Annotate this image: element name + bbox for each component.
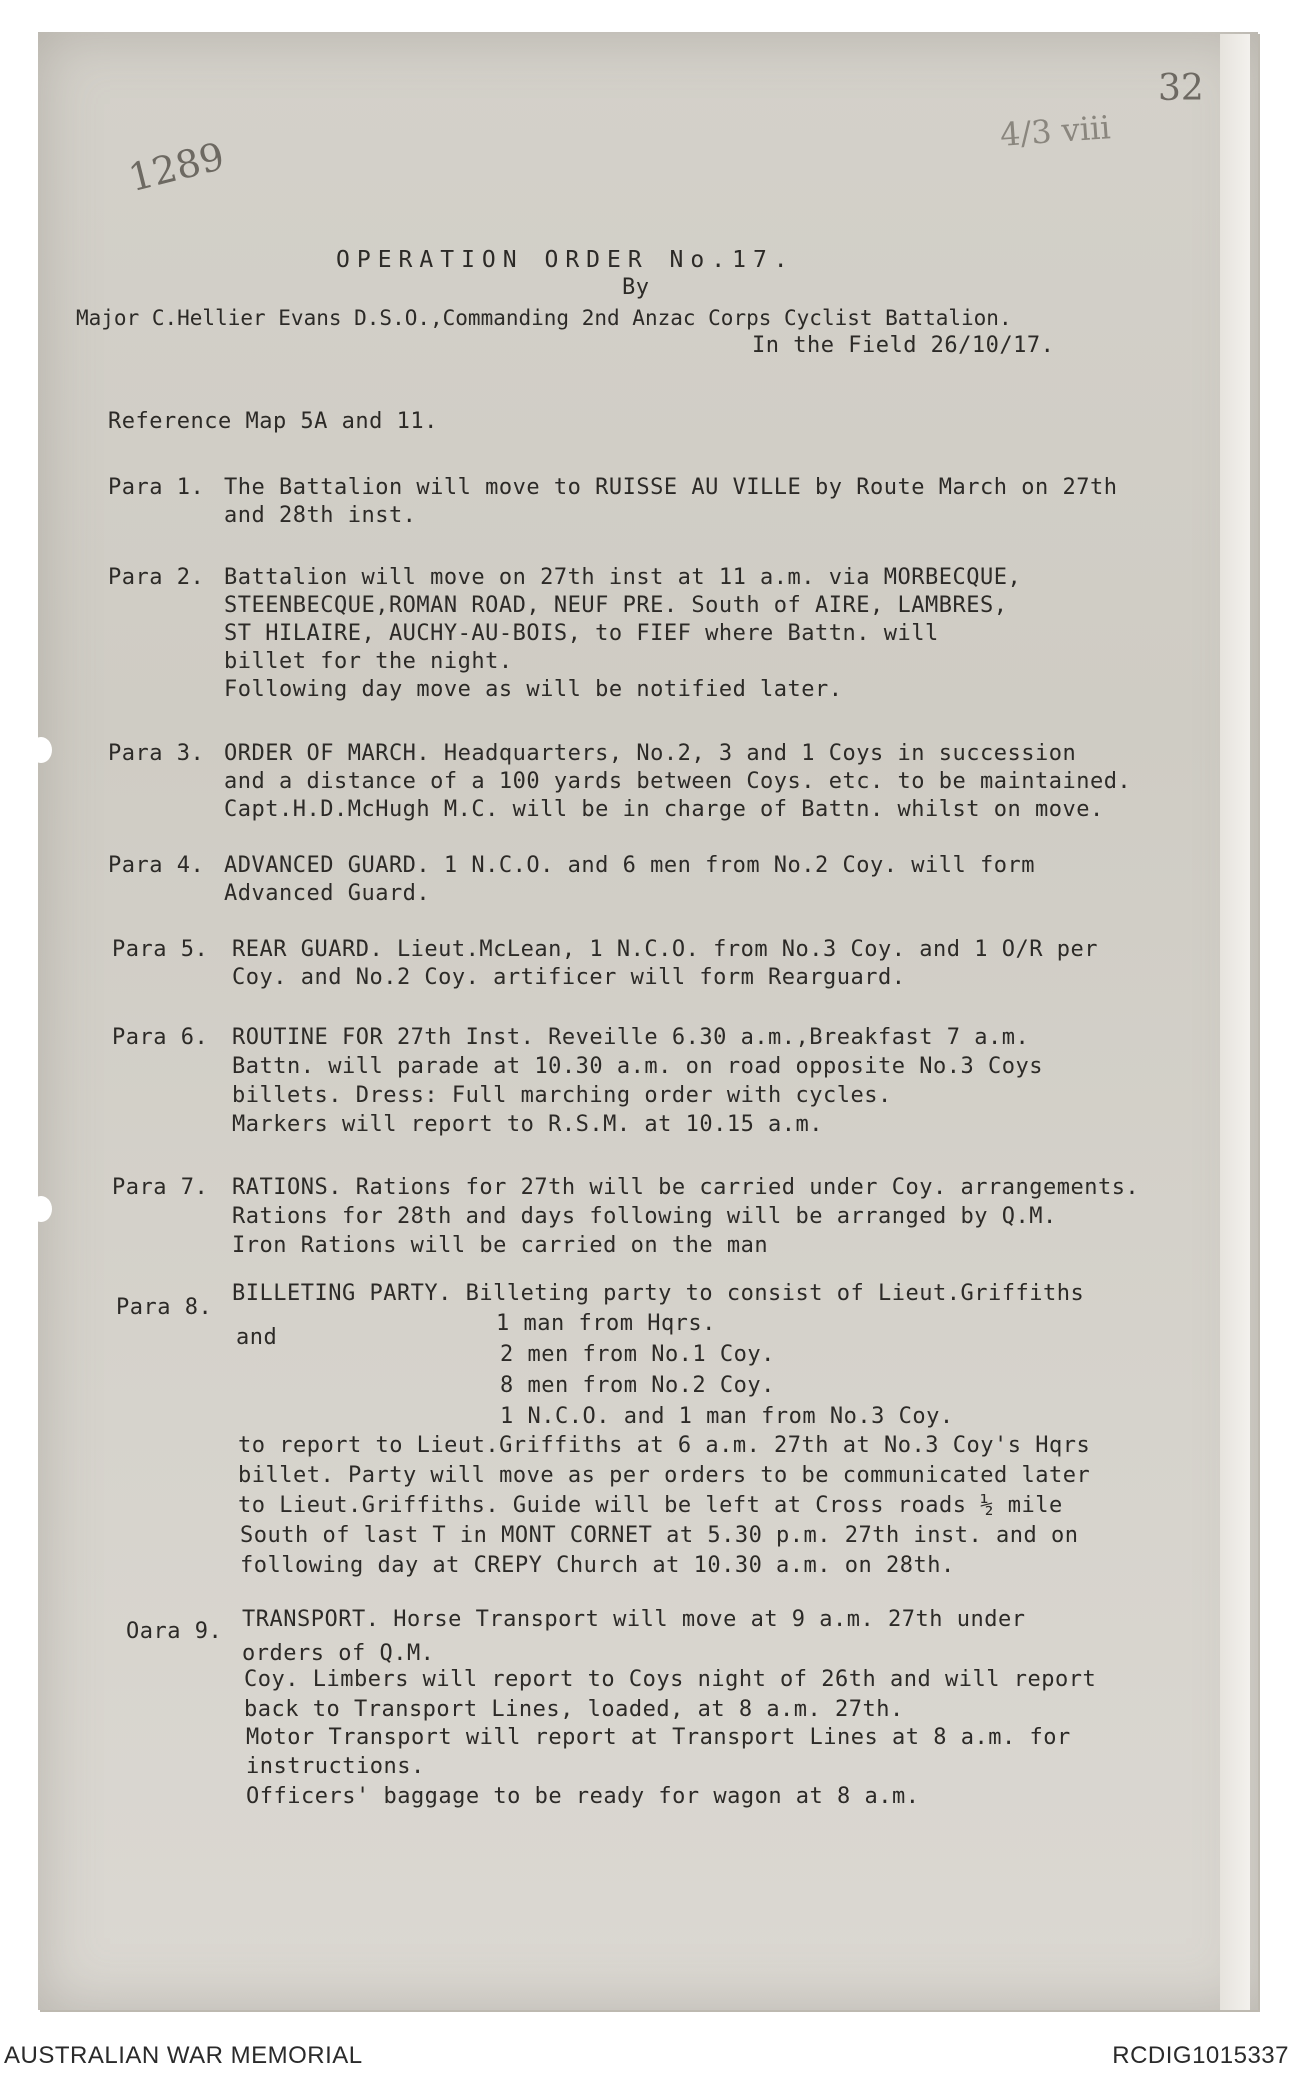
- para-9-line: orders of Q.M.: [242, 1641, 435, 1666]
- para-8-label: Para 8.: [116, 1295, 213, 1320]
- para-8-line: to report to Lieut.Griffiths at 6 a.m. 27th at No.3 Coy's Hqrs: [238, 1433, 1091, 1458]
- para-line: Following day move as will be notified later.: [224, 677, 843, 702]
- para-8-line: following day at CREPY Church at 10.30 a.m. on 28th.: [240, 1553, 955, 1578]
- para-label: Para 1.: [108, 475, 205, 500]
- para-line: and 28th inst.: [224, 503, 417, 528]
- para-9-line: Motor Transport will report at Transport Lines at 8 a.m. for: [246, 1725, 1071, 1750]
- para-line: Markers will report to R.S.M. at 10.15 a.m.: [232, 1112, 824, 1137]
- para-label: Para 5.: [112, 937, 209, 962]
- para-9-line: Coy. Limbers will report to Coys night of 26th and will report: [244, 1667, 1097, 1692]
- para-9-line: back to Transport Lines, loaded, at 8 a.m. 27th.: [244, 1697, 904, 1722]
- punch-hole: [30, 1196, 52, 1222]
- author-line: Major C.Hellier Evans D.S.O.,Commanding 2nd Anzac Corps Cyclist Battalion.: [76, 306, 1012, 330]
- paper-edge: [1220, 34, 1250, 2010]
- footer-institution: AUSTRALIAN WAR MEMORIAL: [4, 2042, 363, 2069]
- para-8-line: billet. Party will move as per orders to be communicated later: [238, 1463, 1091, 1488]
- reference-line: Reference Map 5A and 11.: [108, 409, 438, 434]
- para-line: Capt.H.D.McHugh M.C. will be in charge of Battn. whilst on move.: [224, 797, 1104, 822]
- para-line: REAR GUARD. Lieut.McLean, 1 N.C.O. from No.3 Coy. and 1 O/R per: [232, 937, 1098, 962]
- punch-hole: [30, 737, 52, 763]
- para-label: Para 7.: [112, 1175, 209, 1200]
- footer-identifier: RCDIG1015337: [1112, 2042, 1289, 2069]
- para-8-heading: BILLETING PARTY. Billeting party to consist of Lieut.Griffiths: [232, 1281, 1085, 1306]
- para-9-line: TRANSPORT. Horse Transport will move at 9 a.m. 27th under: [242, 1607, 1026, 1632]
- para-line: and a distance of a 100 yards between Coys. etc. to be maintained.: [224, 769, 1132, 794]
- document-title: OPERATION ORDER No.17.: [336, 247, 795, 273]
- para-line: Iron Rations will be carried on the man: [232, 1233, 769, 1258]
- para-line: Battn. will parade at 10.30 a.m. on road opposite No.3 Coys: [232, 1054, 1043, 1079]
- para-line: The Battalion will move to RUISSE AU VILLE by Route March on 27th: [224, 475, 1118, 500]
- para-line: billets. Dress: Full marching order with cycles.: [232, 1083, 892, 1108]
- para-line: ORDER OF MARCH. Headquarters, No.2, 3 and 1 Coys in succession: [224, 741, 1077, 766]
- para-label: Para 4.: [108, 853, 205, 878]
- party-line: 2 men from No.1 Coy.: [500, 1342, 775, 1367]
- para-label: Para 2.: [108, 565, 205, 590]
- para-line: Battalion will move on 27th inst at 11 a.m. via MORBECQUE,: [224, 565, 1022, 590]
- para-line: ADVANCED GUARD. 1 N.C.O. and 6 men from No.2 Coy. will form: [224, 853, 1035, 878]
- party-line: 1 man from Hqrs.: [496, 1311, 716, 1336]
- para-line: ST HILAIRE, AUCHY-AU-BOIS, to FIEF where Battn. will: [224, 621, 939, 646]
- para-line: STEENBECQUE,ROMAN ROAD, NEUF PRE. South of AIRE, LAMBRES,: [224, 593, 1008, 618]
- reference-mark: 4/3 viii: [998, 108, 1112, 154]
- para-line: Advanced Guard.: [224, 881, 431, 906]
- para-8-line: South of last T in MONT CORNET at 5.30 p.m. 27th inst. and on: [240, 1523, 1079, 1548]
- para-label: Para 3.: [108, 741, 205, 766]
- party-line: 1 N.C.O. and 1 man from No.3 Coy.: [500, 1404, 954, 1429]
- para-line: RATIONS. Rations for 27th will be carried under Coy. arrangements.: [232, 1175, 1140, 1200]
- para-line: billet for the night.: [224, 649, 513, 674]
- para-9-label: Oara 9.: [126, 1619, 223, 1644]
- para-line: Rations for 28th and days following will be arranged by Q.M.: [232, 1204, 1057, 1229]
- para-line: ROUTINE FOR 27th Inst. Reveille 6.30 a.m.,Breakfast 7 a.m.: [232, 1025, 1030, 1050]
- corner-mark: 32: [1158, 68, 1204, 109]
- para-9-line: Officers' baggage to be ready for wagon at 8 a.m.: [246, 1784, 920, 1809]
- party-line: 8 men from No.2 Coy.: [500, 1373, 775, 1398]
- catalogue-number: 1289: [124, 133, 229, 201]
- para-9-line: instructions.: [246, 1754, 425, 1779]
- para-label: Para 6.: [112, 1025, 209, 1050]
- by-line: By: [622, 275, 650, 300]
- place-date: In the Field 26/10/17.: [752, 333, 1055, 358]
- para-line: Coy. and No.2 Coy. artificer will form Rearguard.: [232, 965, 906, 990]
- para-8-line: to Lieut.Griffiths. Guide will be left at Cross roads ½ mile: [238, 1493, 1063, 1518]
- para-8-and: and: [236, 1325, 278, 1350]
